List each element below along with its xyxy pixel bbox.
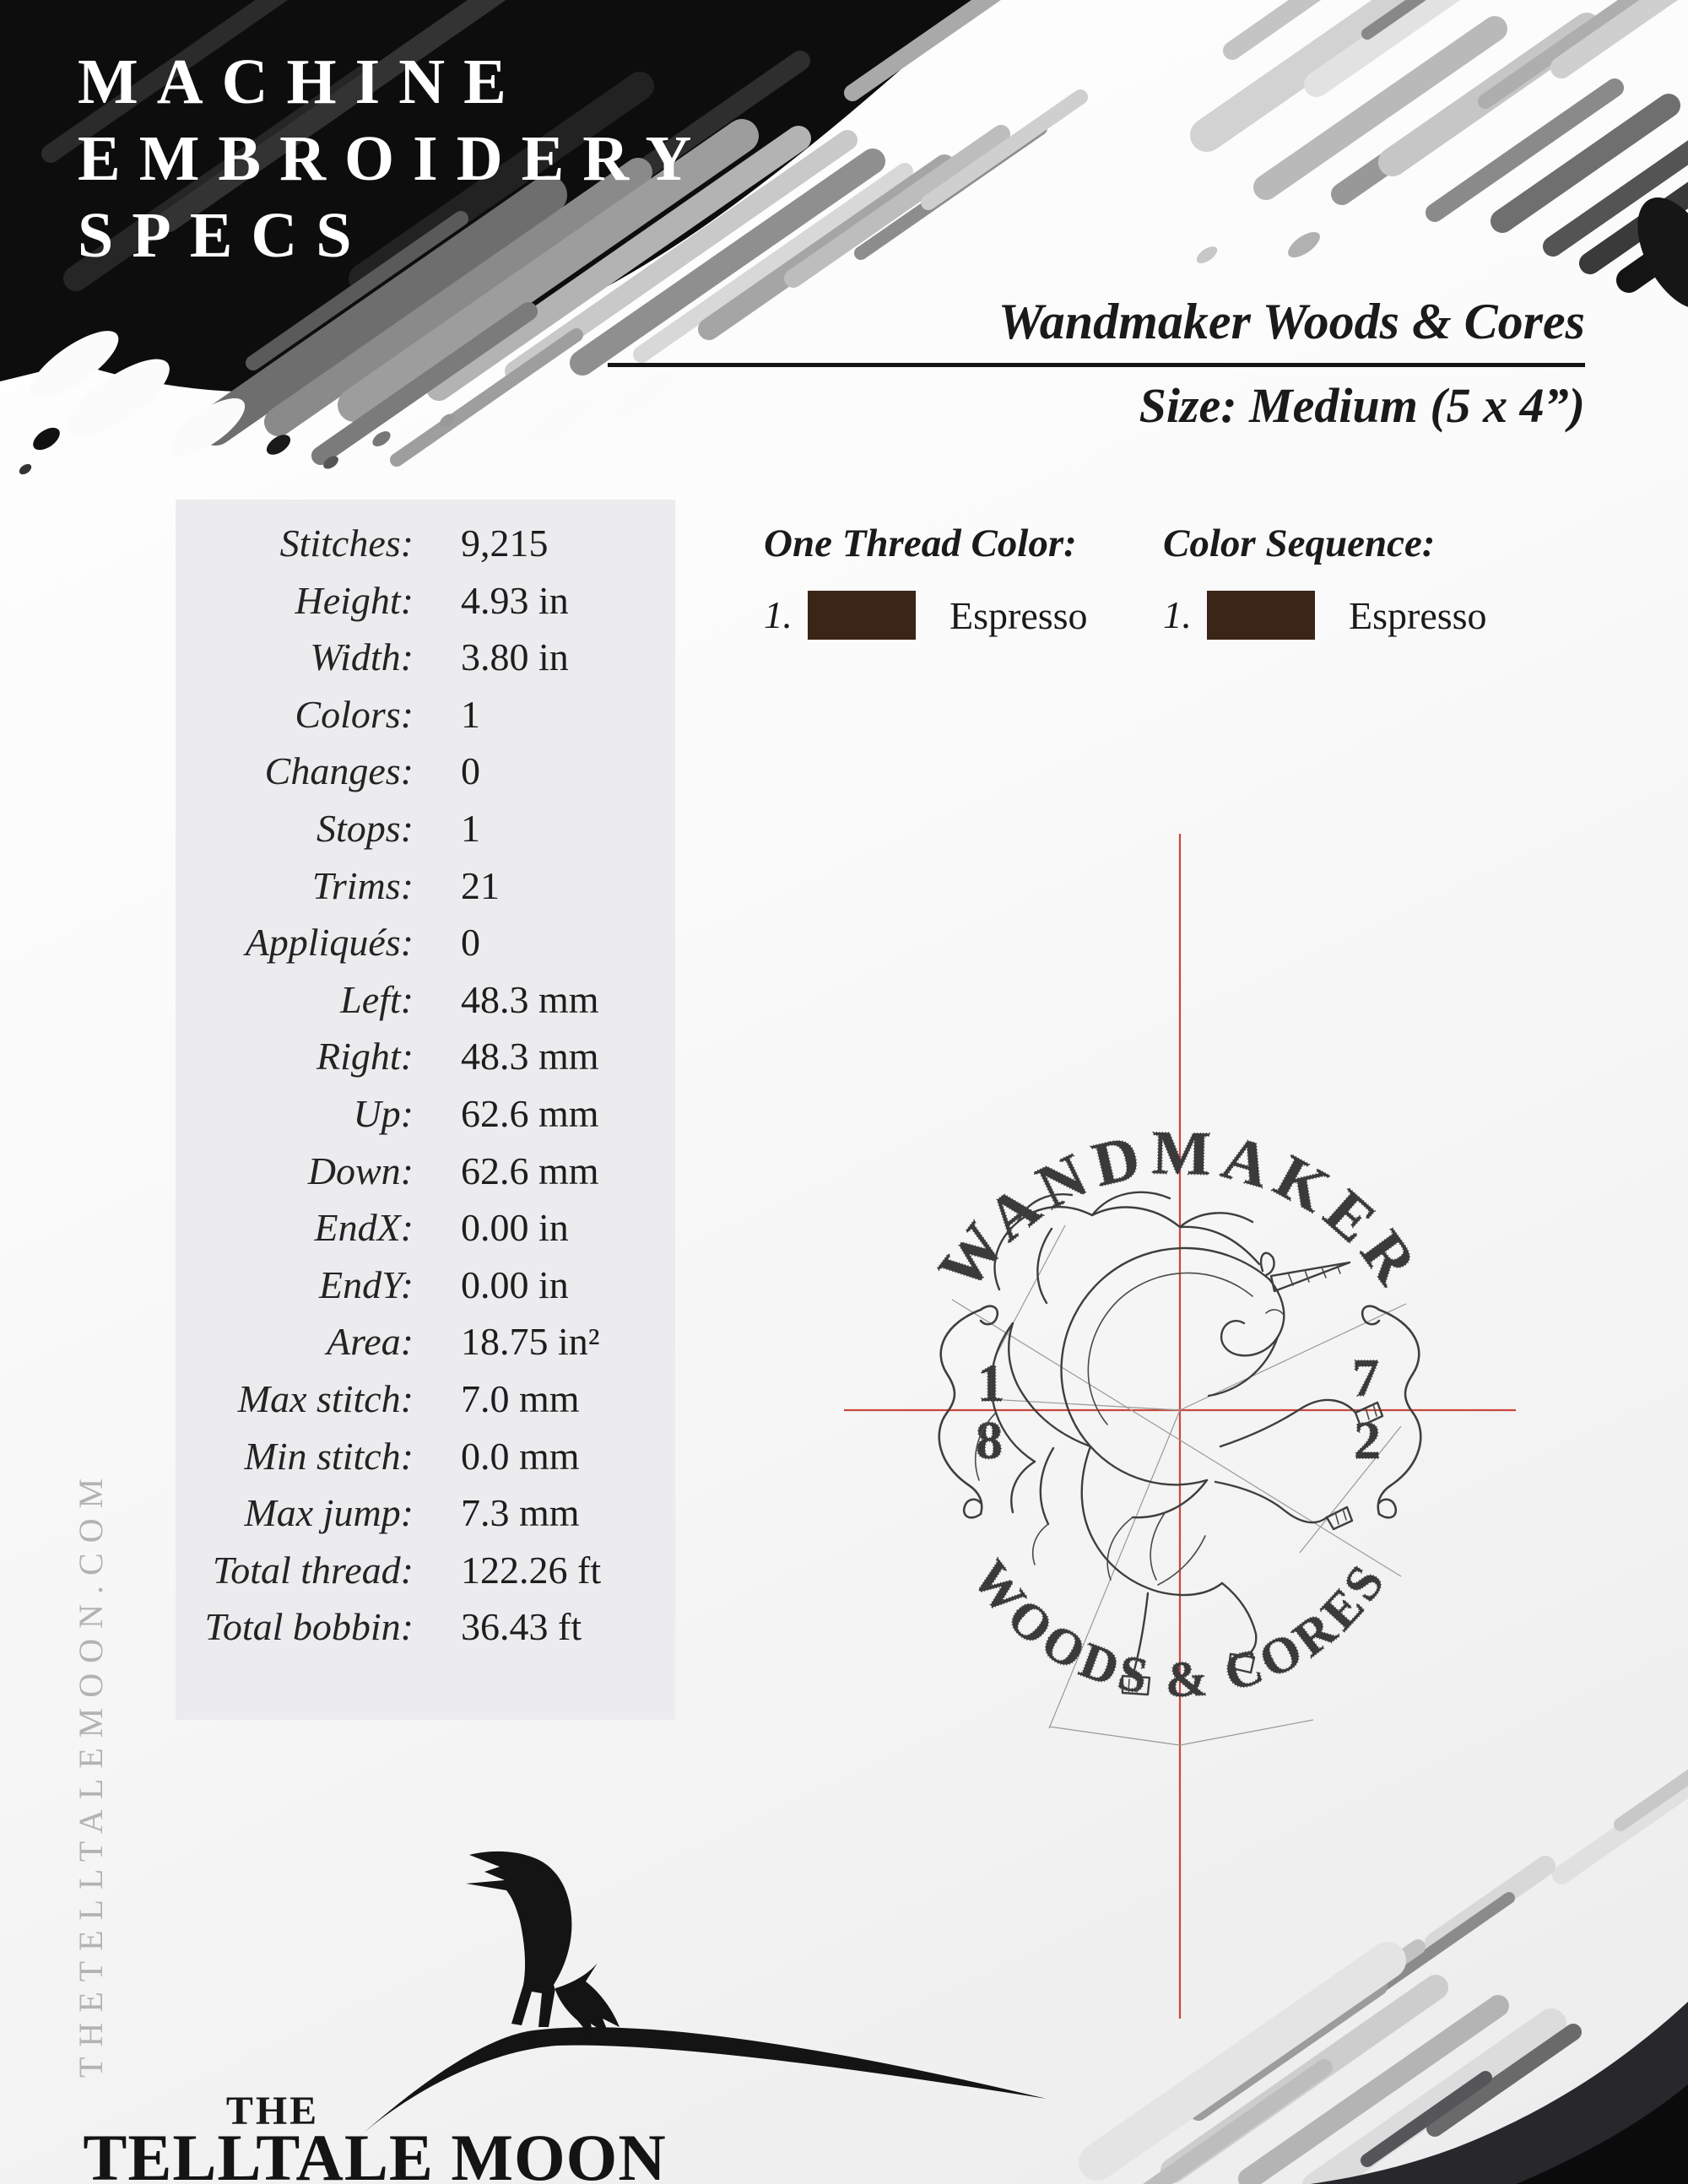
page-title-line: MACHINE [78,46,525,117]
digit-bottom-left: 8 [976,1410,1003,1470]
spec-value: 48.3 mm [461,1035,599,1078]
spec-row [176,1313,675,1370]
spec-value: 36.43 ft [461,1605,582,1649]
color-sequence-list [1163,591,1487,640]
spec-row [176,1028,675,1085]
thread-swatch [1207,591,1315,640]
spec-label: Up: [353,1091,414,1135]
spec-label: Changes: [264,749,414,793]
spec-row [176,1370,675,1428]
thread-color-section [764,522,1088,640]
thread-index: 1. [1163,594,1192,636]
page-title-line: EMBROIDERY [78,123,711,194]
spec-value: 21 [461,863,500,907]
design-preview [844,834,1516,2019]
spec-row [176,1085,675,1143]
spec-label: Appliqués: [245,921,414,965]
spec-value: 62.6 mm [461,1091,599,1135]
footer-brush-painting [1097,1757,1688,2184]
spec-row [176,1199,675,1257]
spec-row [176,914,675,971]
spec-label: Left: [340,977,414,1021]
spec-label: Height: [295,578,414,622]
spec-value: 18.75 in² [461,1320,600,1364]
spec-value: 122.26 ft [461,1548,602,1592]
spec-row [176,1598,675,1656]
spec-row [176,971,675,1029]
spec-label: Width: [310,635,414,679]
spec-label: Total thread: [212,1548,414,1592]
spec-value: 7.0 mm [461,1376,580,1420]
digit-top-left: 1 [977,1353,1004,1413]
spec-label: EndY: [318,1262,414,1306]
spec-row [176,1428,675,1485]
design-name: Wandmaker Woods & Cores [998,294,1585,349]
spec-row [176,629,675,686]
spec-label: Total bobbin: [204,1605,414,1649]
spec-value: 4.93 in [461,578,569,622]
spec-row [176,800,675,857]
brand-logo [354,1852,1047,2141]
spec-value: 0 [461,749,480,793]
thread-index: 1. [764,594,793,636]
spec-label: Max stitch: [237,1376,414,1420]
spec-label: Stops: [316,806,414,850]
spec-row [176,1143,675,1200]
spec-value: 1 [461,806,480,850]
spec-value: 1 [461,692,480,736]
thread-color-list [764,591,1088,640]
thread-color-item [764,591,1088,640]
spec-label: Stitches: [279,522,414,565]
spec-row [176,857,675,915]
color-sequence-section [1163,522,1487,640]
spec-label: Area: [326,1320,414,1364]
spec-row [176,515,675,572]
spec-label: Right: [316,1035,414,1078]
spec-row [176,1484,675,1542]
header-rule [608,363,1585,367]
brand-word-the: THE [225,2089,320,2133]
spec-row [176,1542,675,1599]
spec-label: Down: [307,1149,414,1192]
thread-name: Espresso [1349,593,1487,637]
spec-row [176,1257,675,1314]
spec-row [176,743,675,800]
brand-word-telltale-moon: TELLTALE MOON [83,2121,667,2184]
spec-label: EndX: [314,1206,414,1250]
spec-value: 0.00 in [461,1262,569,1306]
spec-value: 62.6 mm [461,1149,599,1192]
digit-bottom-right: 2 [1354,1410,1381,1470]
website-vertical-text: THETELLTALEMOON.COM [72,1468,110,2078]
document-headings [608,295,1585,431]
spec-label: Colors: [295,692,414,736]
spec-value: 0.00 in [461,1206,569,1250]
arc-text-top: WANDMAKER [925,1118,1435,1303]
spec-value: 48.3 mm [461,977,599,1021]
spec-value: 7.3 mm [461,1491,580,1535]
color-sequence-item [1163,591,1487,640]
spec-row [176,686,675,743]
arc-text-bottom: WOODS & CORES [961,1550,1398,1708]
page-title-line: SPECS [78,200,371,271]
raven-icon [466,1852,619,2041]
size-label: Size: Medium (5 x 4”) [1139,378,1585,433]
thread-swatch [808,591,916,640]
spec-label: Trims: [311,863,414,907]
page-title [78,44,710,274]
spec-value: 3.80 in [461,635,569,679]
spec-value: 9,215 [461,522,549,565]
color-sequence-heading: Color Sequence: [1163,522,1436,565]
spec-label: Min stitch: [244,1434,414,1478]
thread-name: Espresso [950,593,1088,637]
spec-value: 0 [461,921,480,965]
spec-label: Max jump: [244,1491,414,1535]
specs-panel [176,500,675,1720]
spec-value: 0.0 mm [461,1434,580,1478]
spec-row [176,572,675,630]
digit-top-right: 7 [1352,1348,1379,1408]
thread-color-heading: One Thread Color: [764,522,1077,565]
